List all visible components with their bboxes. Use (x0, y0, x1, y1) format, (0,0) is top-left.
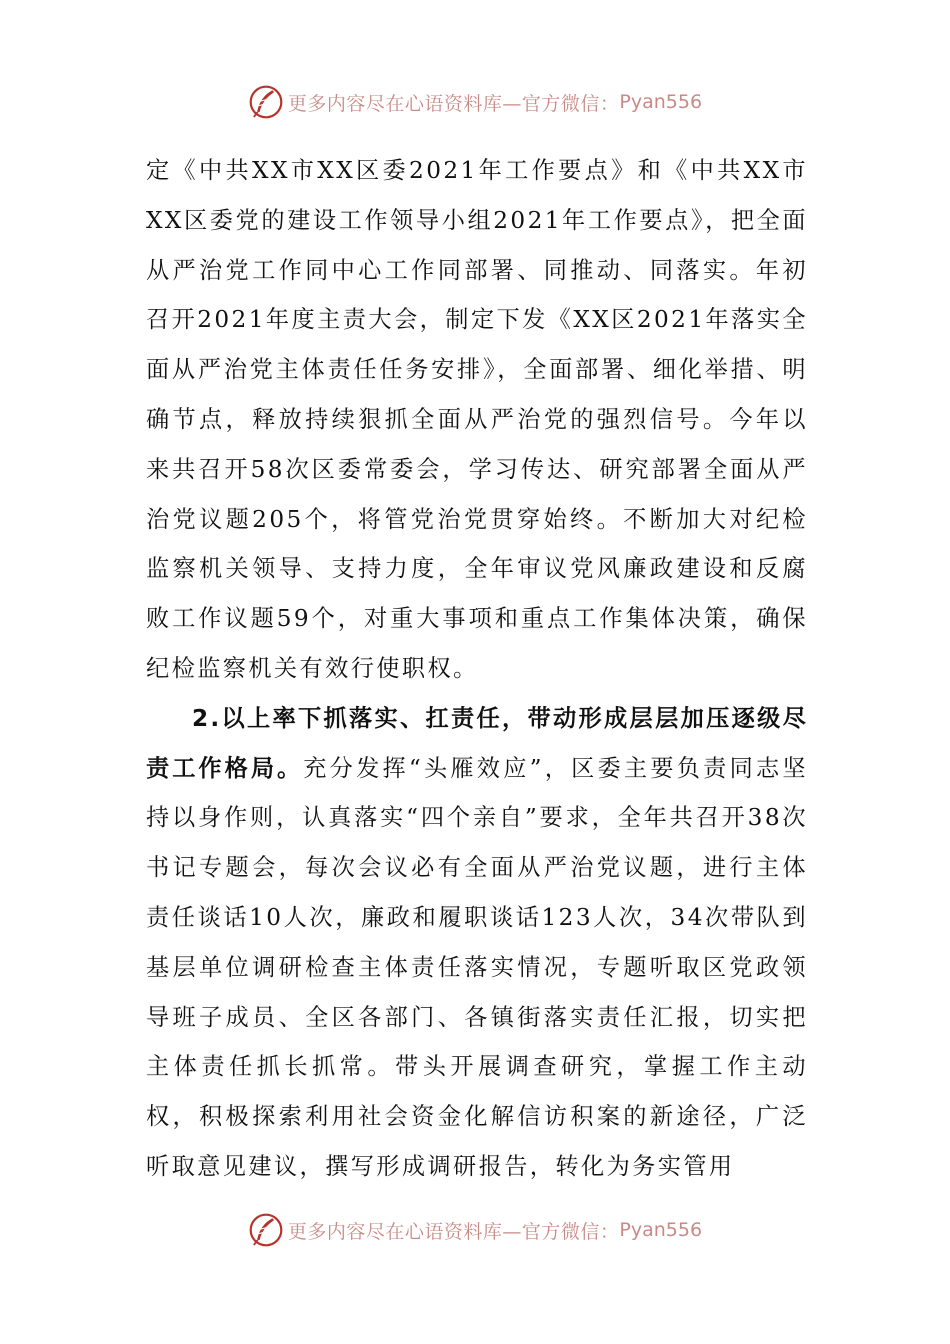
document-body (146, 146, 808, 1192)
feather-pen-logo-icon (248, 1212, 284, 1248)
paragraph-2 (146, 694, 808, 1192)
paragraph-1 (146, 146, 808, 694)
footer-watermark (0, 1210, 950, 1250)
watermark-wechat-id: Pyan556 (619, 91, 703, 113)
paragraph-1-text: 定《中共XX市XX区委2021年工作要点》和《中共XX市XX区委党的建设工作领导小组2021年工作要点》，把全面从严治党工作同中心工作同部署、同推动、同落实。年初召开2021年度主责大会，制定下发《XX区2021年落实全面从严治党主体责任任务安排》，全面部署、细化举措、明确节点，释放持续狠抓全面从严治党的强烈信号。今年以来共召开58次区委常委会，学习传达、研究部署全面从严治党议题205个，将管党治党贯穿始终。不断加大对纪检监察机关领导、支持力度，全年审议党风廉政建设和反腐败工作议题59个，对重大事项和重点工作集体决策，确保纪检监察机关有效行使职权。 (146, 157, 808, 682)
feather-pen-logo-icon (248, 84, 284, 120)
paragraph-2-text: 充分发挥“头雁效应”，区委主要负责同志坚持以身作则，认真落实“四个亲自”要求，全年共召开38次书记专题会，每次会议必有全面从严治党议题，进行主体责任谈话10人次，廉政和履职谈话123人次，34次带队到基层单位调研检查主体责任落实情况，专题听取区党政领导班子成员、全区各部门、各镇街落实责任汇报，切实把主体责任抓长抓常。带头开展调查研究，掌握工作主动权，积极探索利用社会资金化解信访积案的新途径，广泛听取意见建议，撰写形成调研报告，转化为务实管用 (146, 754, 808, 1180)
watermark-text: 更多内容尽在心语资料库—官方微信： (287, 92, 620, 115)
watermark-wechat-id: Pyan556 (619, 1219, 703, 1241)
header-watermark (0, 82, 950, 122)
watermark-text: 更多内容尽在心语资料库—官方微信： (287, 1220, 620, 1243)
paragraph-2-heading: 2.以上率下抓落实、扛责任，带动形成层层加压逐级尽责工作格局。 (146, 704, 808, 782)
